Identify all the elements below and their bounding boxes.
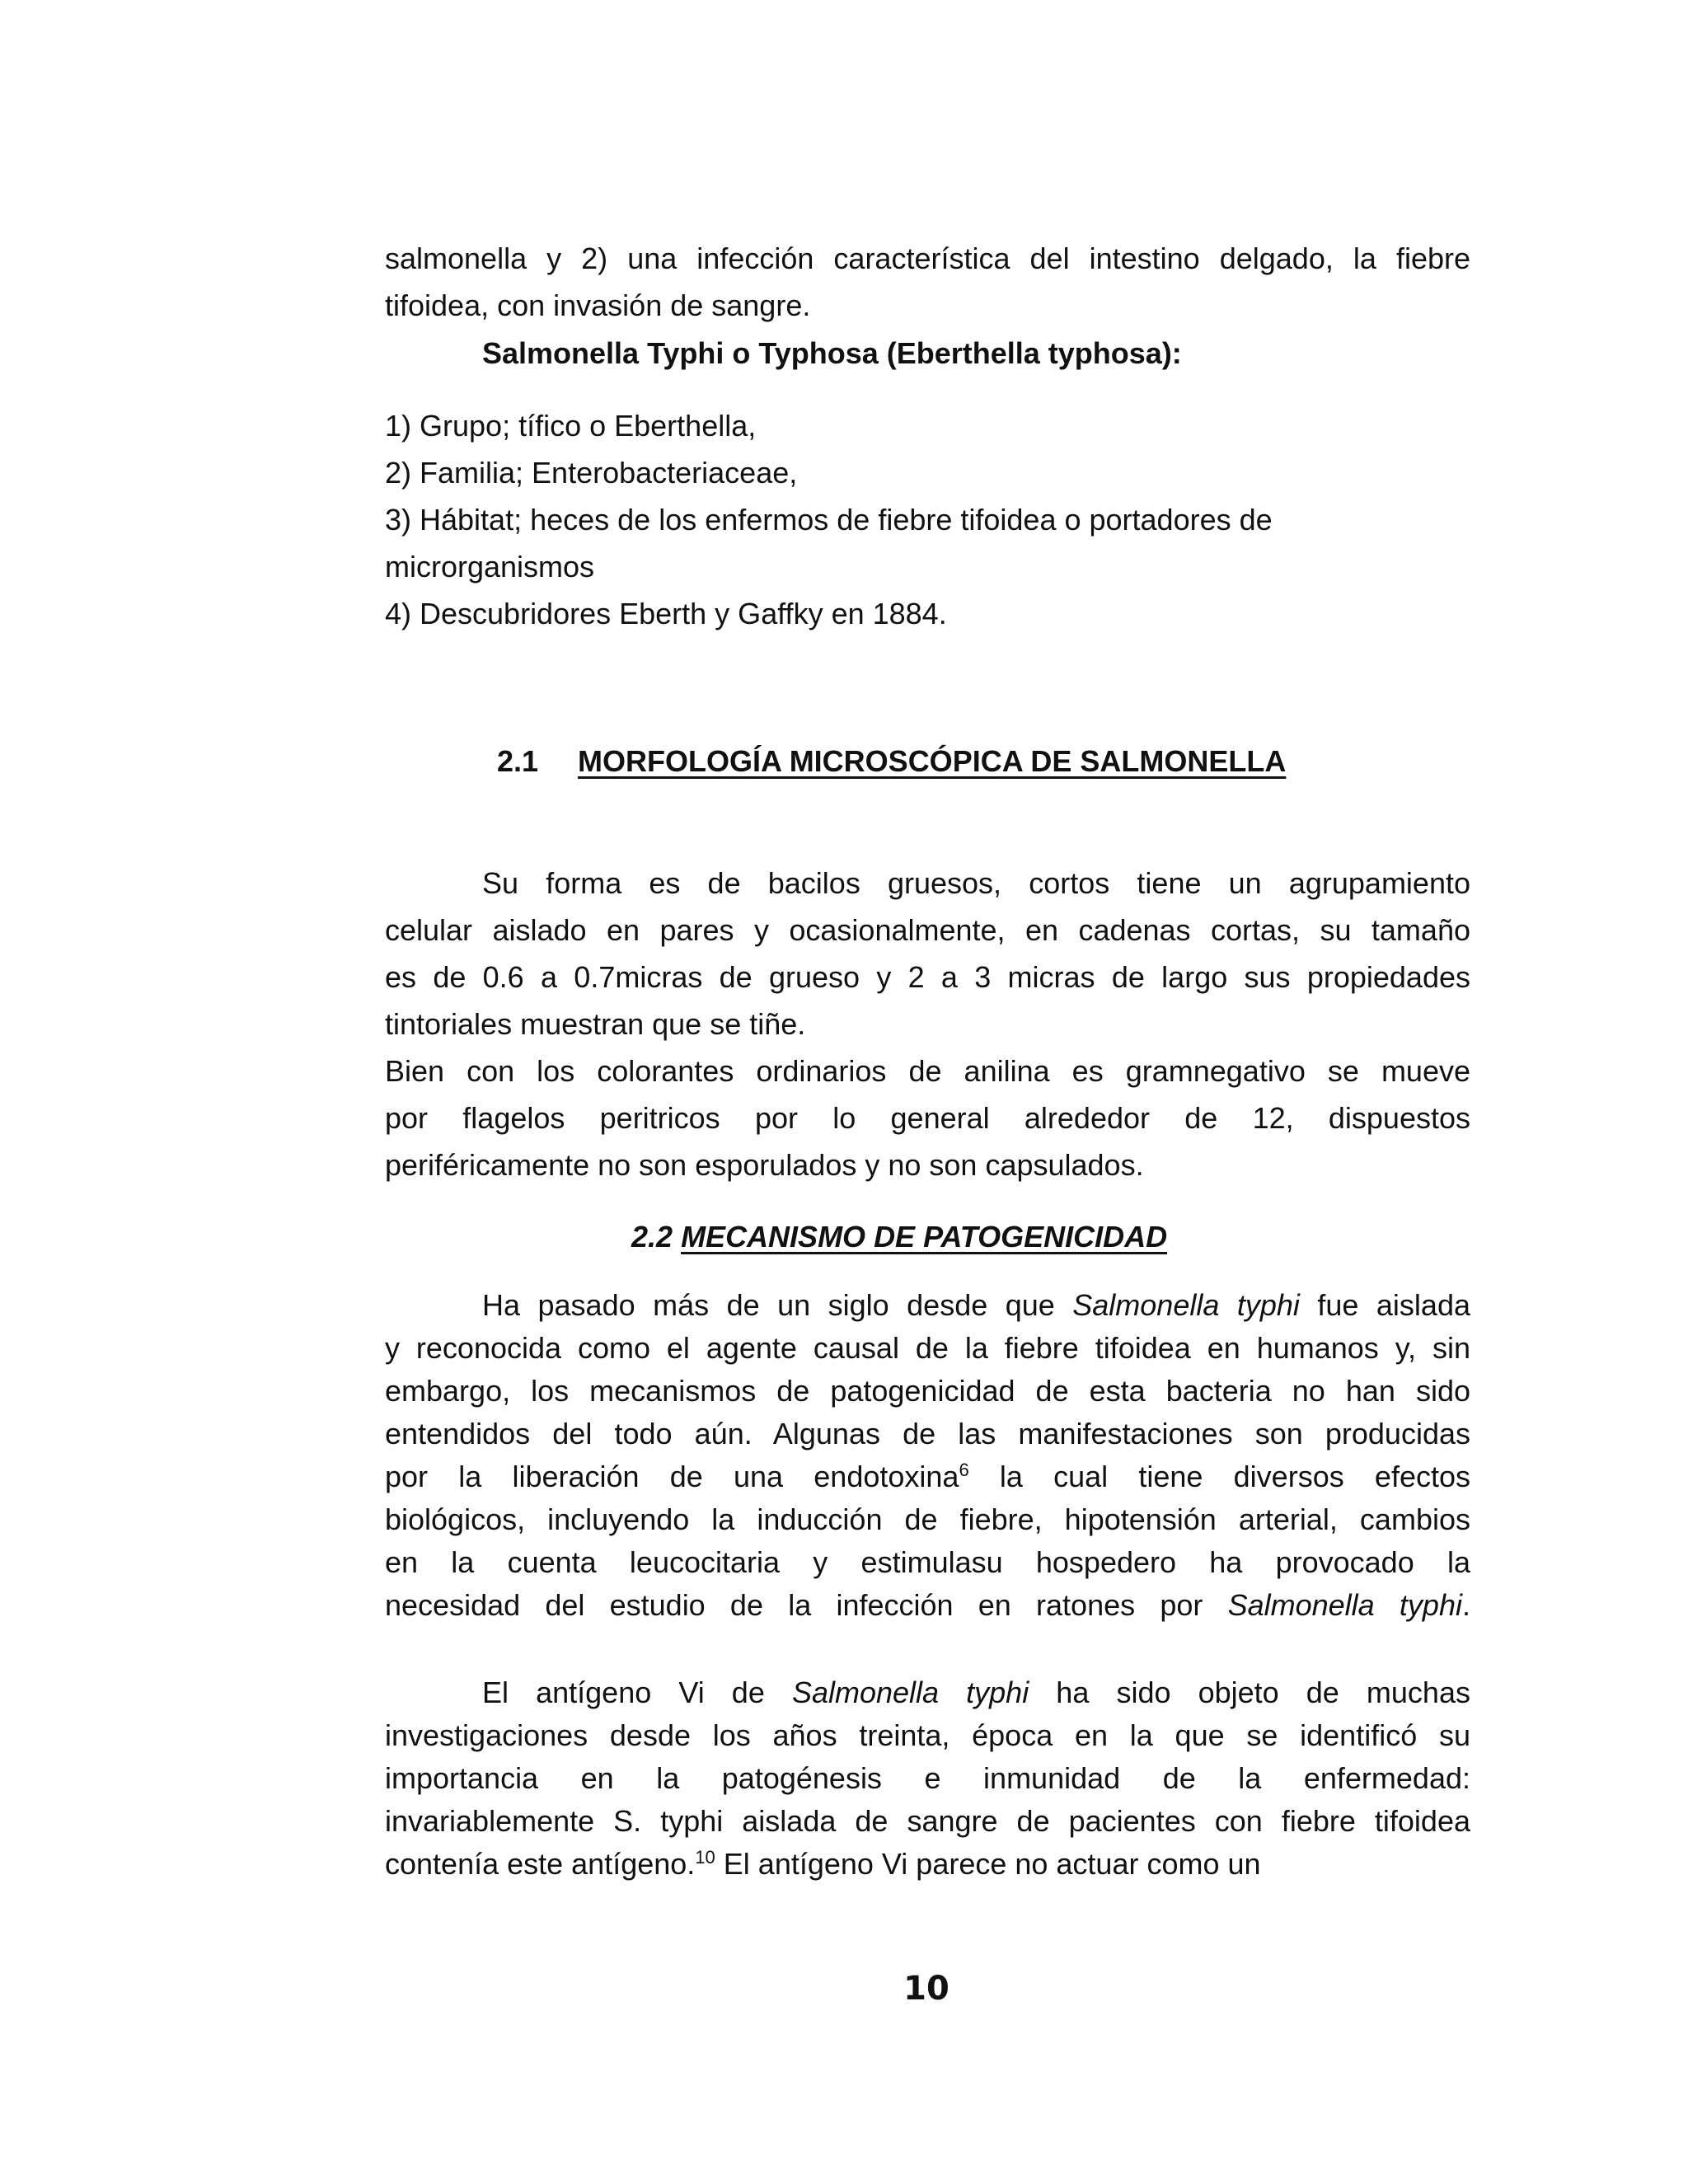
intro-paragraph [385, 235, 1470, 329]
body-line: Su forma es de bacilos gruesos, cortos tiene un agrupamiento [482, 866, 1470, 900]
classification-list [385, 402, 1470, 637]
list-item: 4) Descubridores Eberth y Gaffky en 1884. [385, 597, 947, 630]
body-line: importancia en la patogénesis e inmunidad de la enfermedad: [385, 1761, 1470, 1795]
body-line: invariablemente S. typhi aislada de sangre de pacientes con fiebre tifoidea [385, 1804, 1470, 1838]
list-item: 1) Grupo; tífico o Eberthella, [385, 409, 757, 443]
section-number: 2.2 [631, 1220, 673, 1254]
body-line: necesidad del estudio de la infección en ratones por Salmonella typhi. [385, 1588, 1470, 1622]
body-line: Bien con los colorantes ordinarios de anilina es gramnegativo se mueve [385, 1054, 1470, 1088]
body-line: celular aislado en pares y ocasionalmente, en cadenas cortas, su tamaño [385, 913, 1470, 947]
body-line: El antígeno Vi de Salmonella typhi ha sido objeto de muchas [482, 1675, 1470, 1709]
section-title: MORFOLOGÍA MICROSCÓPICA DE SALMONELLA [578, 744, 1287, 778]
body-line: es de 0.6 a 0.7micras de grueso y 2 a 3 micras de largo sus propiedades [385, 960, 1470, 994]
list-item: microrganismos [385, 550, 595, 583]
page-number: 10 [903, 1970, 950, 2008]
body-line: embargo, los mecanismos de patogenicidad de esta bacteria no han sido [385, 1374, 1470, 1408]
body-line: salmonella y 2) una infección característica del intestino delgado, la fiebre [385, 241, 1470, 275]
body-line: en la cuenta leucocitaria y estimulasu hospedero ha provocado la [385, 1545, 1470, 1579]
footnote-ref: 10 [695, 1847, 715, 1868]
body-line: Ha pasado más de un siglo desde que Salmonella typhi fue aislada [482, 1288, 1470, 1322]
body-line: biológicos, incluyendo la inducción de fiebre, hipotensión arterial, cambios [385, 1502, 1470, 1536]
body-line: entendidos del todo aún. Algunas de las manifestaciones son producidas [385, 1417, 1470, 1451]
section-heading-2-1 [497, 738, 1486, 785]
body-line: contenía este antígeno.$^{10}$ El antígeno Vi parece no actuar como un [385, 1847, 1261, 1881]
morphology-paragraph [385, 860, 1470, 1188]
section-number: 2.1 [497, 744, 539, 778]
body-line: por flagelos peritricos por lo general alrededor de 12, dispuestos [385, 1101, 1470, 1135]
section-heading-2-2 [631, 1213, 1373, 1260]
body-line: por la liberación de una endotoxina$^6$ la cual tiene diversos efectos [385, 1460, 1470, 1493]
body-line: investigaciones desde los años treinta, época en la que se identificó su [385, 1718, 1470, 1752]
body-line: tifoidea, con invasión de sangre. [385, 288, 811, 322]
section-title: MECANISMO DE PATOGENICIDAD [681, 1220, 1168, 1254]
vi-antigen-paragraph [385, 1671, 1470, 1886]
footnote-ref: 6 [959, 1460, 969, 1480]
body-line: tintoriales muestran que se tiñe. [385, 1007, 806, 1041]
pathogenicity-paragraph [385, 1284, 1470, 1627]
species-heading: Salmonella Typhi o Typhosa (Eberthella typhosa): [482, 336, 1182, 370]
body-line: y reconocida como el agente causal de la fiebre tifoidea en humanos y, sin [385, 1331, 1470, 1365]
list-item: 2) Familia; Enterobacteriaceae, [385, 456, 798, 490]
body-line: periféricamente no son esporulados y no son capsulados. [385, 1148, 1144, 1182]
list-item: 3) Hábitat; heces de los enfermos de fiebre tifoidea o portadores de [385, 503, 1273, 537]
